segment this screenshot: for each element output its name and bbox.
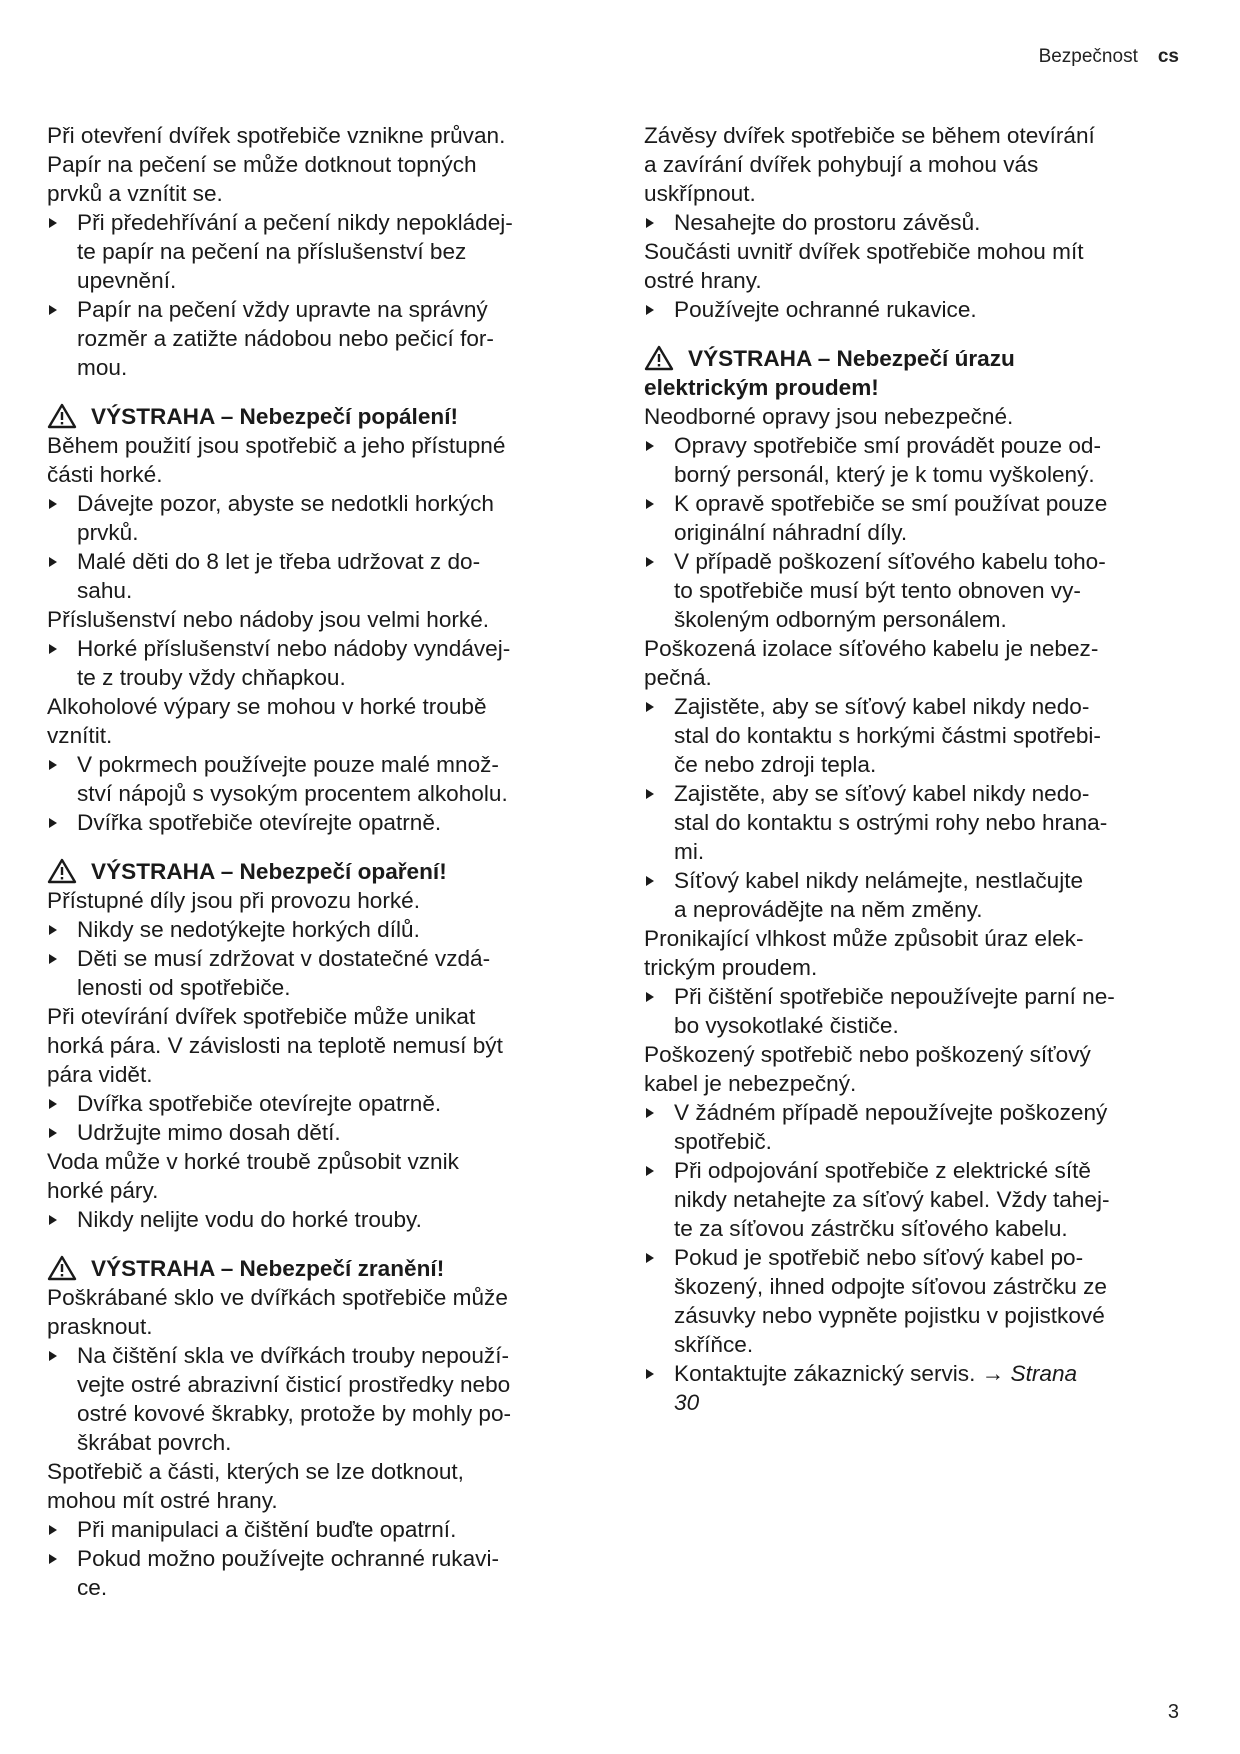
list-item: V případě poškození síťového kabelu toho- to spotřebiče musí být tento obnoven vy- školeným odborným personálem.	[644, 547, 1184, 634]
warning-triangle-icon	[47, 1255, 77, 1281]
warning-heading: VÝSTRAHA – Nebezpečí popálení!	[47, 402, 582, 431]
list-item: Při čištění spotřebiče nepoužívejte parní ne- bo vysokotlaké čističe.	[644, 982, 1184, 1040]
list-item: Pokud možno používejte ochranné rukavi- ce.	[47, 1544, 582, 1602]
list-item: Děti se musí zdržovat v dostatečné vzdá- lenosti od spotřebiče.	[47, 944, 582, 1002]
list-item: Zajistěte, aby se síťový kabel nikdy nedo- stal do kontaktu s ostrými rohy nebo hrana- mi.	[644, 779, 1184, 866]
warning-heading: VÝSTRAHA – Nebezpečí opaření!	[47, 857, 582, 886]
paragraph: Při otevírání dvířek spotřebiče může unikat horká pára. V závislosti na teplotě nemusí být pára vidět.	[47, 1004, 503, 1087]
warning-heading: VÝSTRAHA – Nebezpečí zranění!	[47, 1254, 582, 1283]
list-item: Horké příslušenství nebo nádoby vyndávej- te z trouby vždy chňapkou.	[47, 634, 582, 692]
list-item: Nesahejte do prostoru závěsů.	[644, 208, 1184, 237]
list-item: Udržujte mimo dosah dětí.	[47, 1118, 582, 1147]
paragraph: Při otevření dvířek spotřebiče vznikne průvan. Papír na pečení se může dotknout topných prvků a vznítit se.	[47, 123, 506, 206]
list-item: Používejte ochranné rukavice.	[644, 295, 1184, 324]
list-item: Při odpojování spotřebiče z elektrické sítě nikdy netahejte za síťový kabel. Vždy tahej- te za síťovou zástrčku síťového kabelu.	[644, 1156, 1184, 1243]
warning-triangle-icon	[47, 403, 77, 429]
list-item: Dvířka spotřebiče otevírejte opatrně.	[47, 1089, 582, 1118]
language-code: cs	[1157, 46, 1179, 67]
list-item: Malé děti do 8 let je třeba udržovat z do- sahu.	[47, 547, 582, 605]
list-item: K opravě spotřebiče se smí používat pouze originální náhradní díly.	[644, 489, 1184, 547]
list-item: V pokrmech používejte pouze malé množ- ství nápojů s vysokým procentem alkoholu.	[47, 750, 582, 808]
paragraph: Spotřebič a části, kterých se lze dotknout, mohou mít ostré hrany.	[47, 1459, 464, 1513]
arrow-right-icon: →	[981, 1361, 1005, 1386]
list-item: Síťový kabel nikdy nelámejte, nestlačujte a neprovádějte na něm změny.	[644, 866, 1184, 924]
paragraph: Poškrábané sklo ve dvířkách spotřebiče může prasknout.	[47, 1285, 508, 1339]
page-reference-number[interactable]: 30	[674, 1390, 700, 1415]
right-column	[644, 121, 1184, 1417]
paragraph: Pronikající vlhkost může způsobit úraz elek- trickým proudem.	[644, 926, 1084, 980]
paragraph: Poškozená izolace síťového kabelu je nebez- pečná.	[644, 636, 1099, 690]
warning-heading: VÝSTRAHA – Nebezpečí úrazu elektrickým proudem!	[644, 346, 1015, 400]
list-item: Při manipulaci a čištění buďte opatrní.	[47, 1515, 582, 1544]
list-item: Při předehřívání a pečení nikdy nepokládej- te papír na pečení na příslušenství bez upevnění.	[47, 208, 582, 295]
warning-triangle-icon	[644, 345, 674, 371]
list-item: Kontaktujte zákaznický servis. → Strana 30	[644, 1359, 1184, 1417]
paragraph: Během použití jsou spotřebič a jeho přístupné části horké.	[47, 433, 506, 487]
warning-triangle-icon	[47, 858, 77, 884]
paragraph: Voda může v horké troubě způsobit vznik horké páry.	[47, 1149, 459, 1203]
list-item: Papír na pečení vždy upravte na správný rozměr a zatižte nádobou nebo pečicí for- mou.	[47, 295, 582, 382]
list-item: Zajistěte, aby se síťový kabel nikdy nedo- stal do kontaktu s horkými částmi spotřebi- če nebo zdroji tepla.	[644, 692, 1184, 779]
list-item: Nikdy nelijte vodu do horké trouby.	[47, 1205, 582, 1234]
paragraph: Alkoholové výpary se mohou v horké troubě vznítit.	[47, 694, 487, 748]
paragraph: Součásti uvnitř dvířek spotřebiče mohou mít ostré hrany.	[644, 239, 1084, 293]
list-item: Opravy spotřebiče smí provádět pouze od- borný personál, který je k tomu vyškolený.	[644, 431, 1184, 489]
page-header	[1039, 46, 1179, 68]
page-number: 3	[1167, 1701, 1179, 1723]
paragraph: Poškozený spotřebič nebo poškozený síťový kabel je nebezpečný.	[644, 1042, 1091, 1096]
list-item: Nikdy se nedotýkejte horkých dílů.	[47, 915, 582, 944]
paragraph: Neodborné opravy jsou nebezpečné.	[644, 404, 1014, 429]
list-item: Pokud je spotřebič nebo síťový kabel po- škozený, ihned odpojte síťovou zástrčku ze zásuvky nebo vypněte pojistku v pojistkové skříňce.	[644, 1243, 1184, 1359]
left-column	[47, 121, 582, 1602]
page-reference-link[interactable]: Strana	[1010, 1361, 1078, 1386]
paragraph: Přístupné díly jsou při provozu horké.	[47, 888, 420, 913]
list-item: Dávejte pozor, abyste se nedotkli horkých prvků.	[47, 489, 582, 547]
section-title: Bezpečnost	[1038, 46, 1138, 67]
list-item: Na čištění skla ve dvířkách trouby nepouží- vejte ostré abrazivní čisticí prostředky nebo ostré kovové škrabky, protože by mohly po- škrábat povrch.	[47, 1341, 582, 1457]
list-item: V žádném případě nepoužívejte poškozený spotřebič.	[644, 1098, 1184, 1156]
paragraph: Příslušenství nebo nádoby jsou velmi horké.	[47, 607, 490, 632]
paragraph: Závěsy dvířek spotřebiče se během otevírání a zavírání dvířek pohybují a mohou vás uskřípnout.	[644, 123, 1095, 206]
list-item: Dvířka spotřebiče otevírejte opatrně.	[47, 808, 582, 837]
